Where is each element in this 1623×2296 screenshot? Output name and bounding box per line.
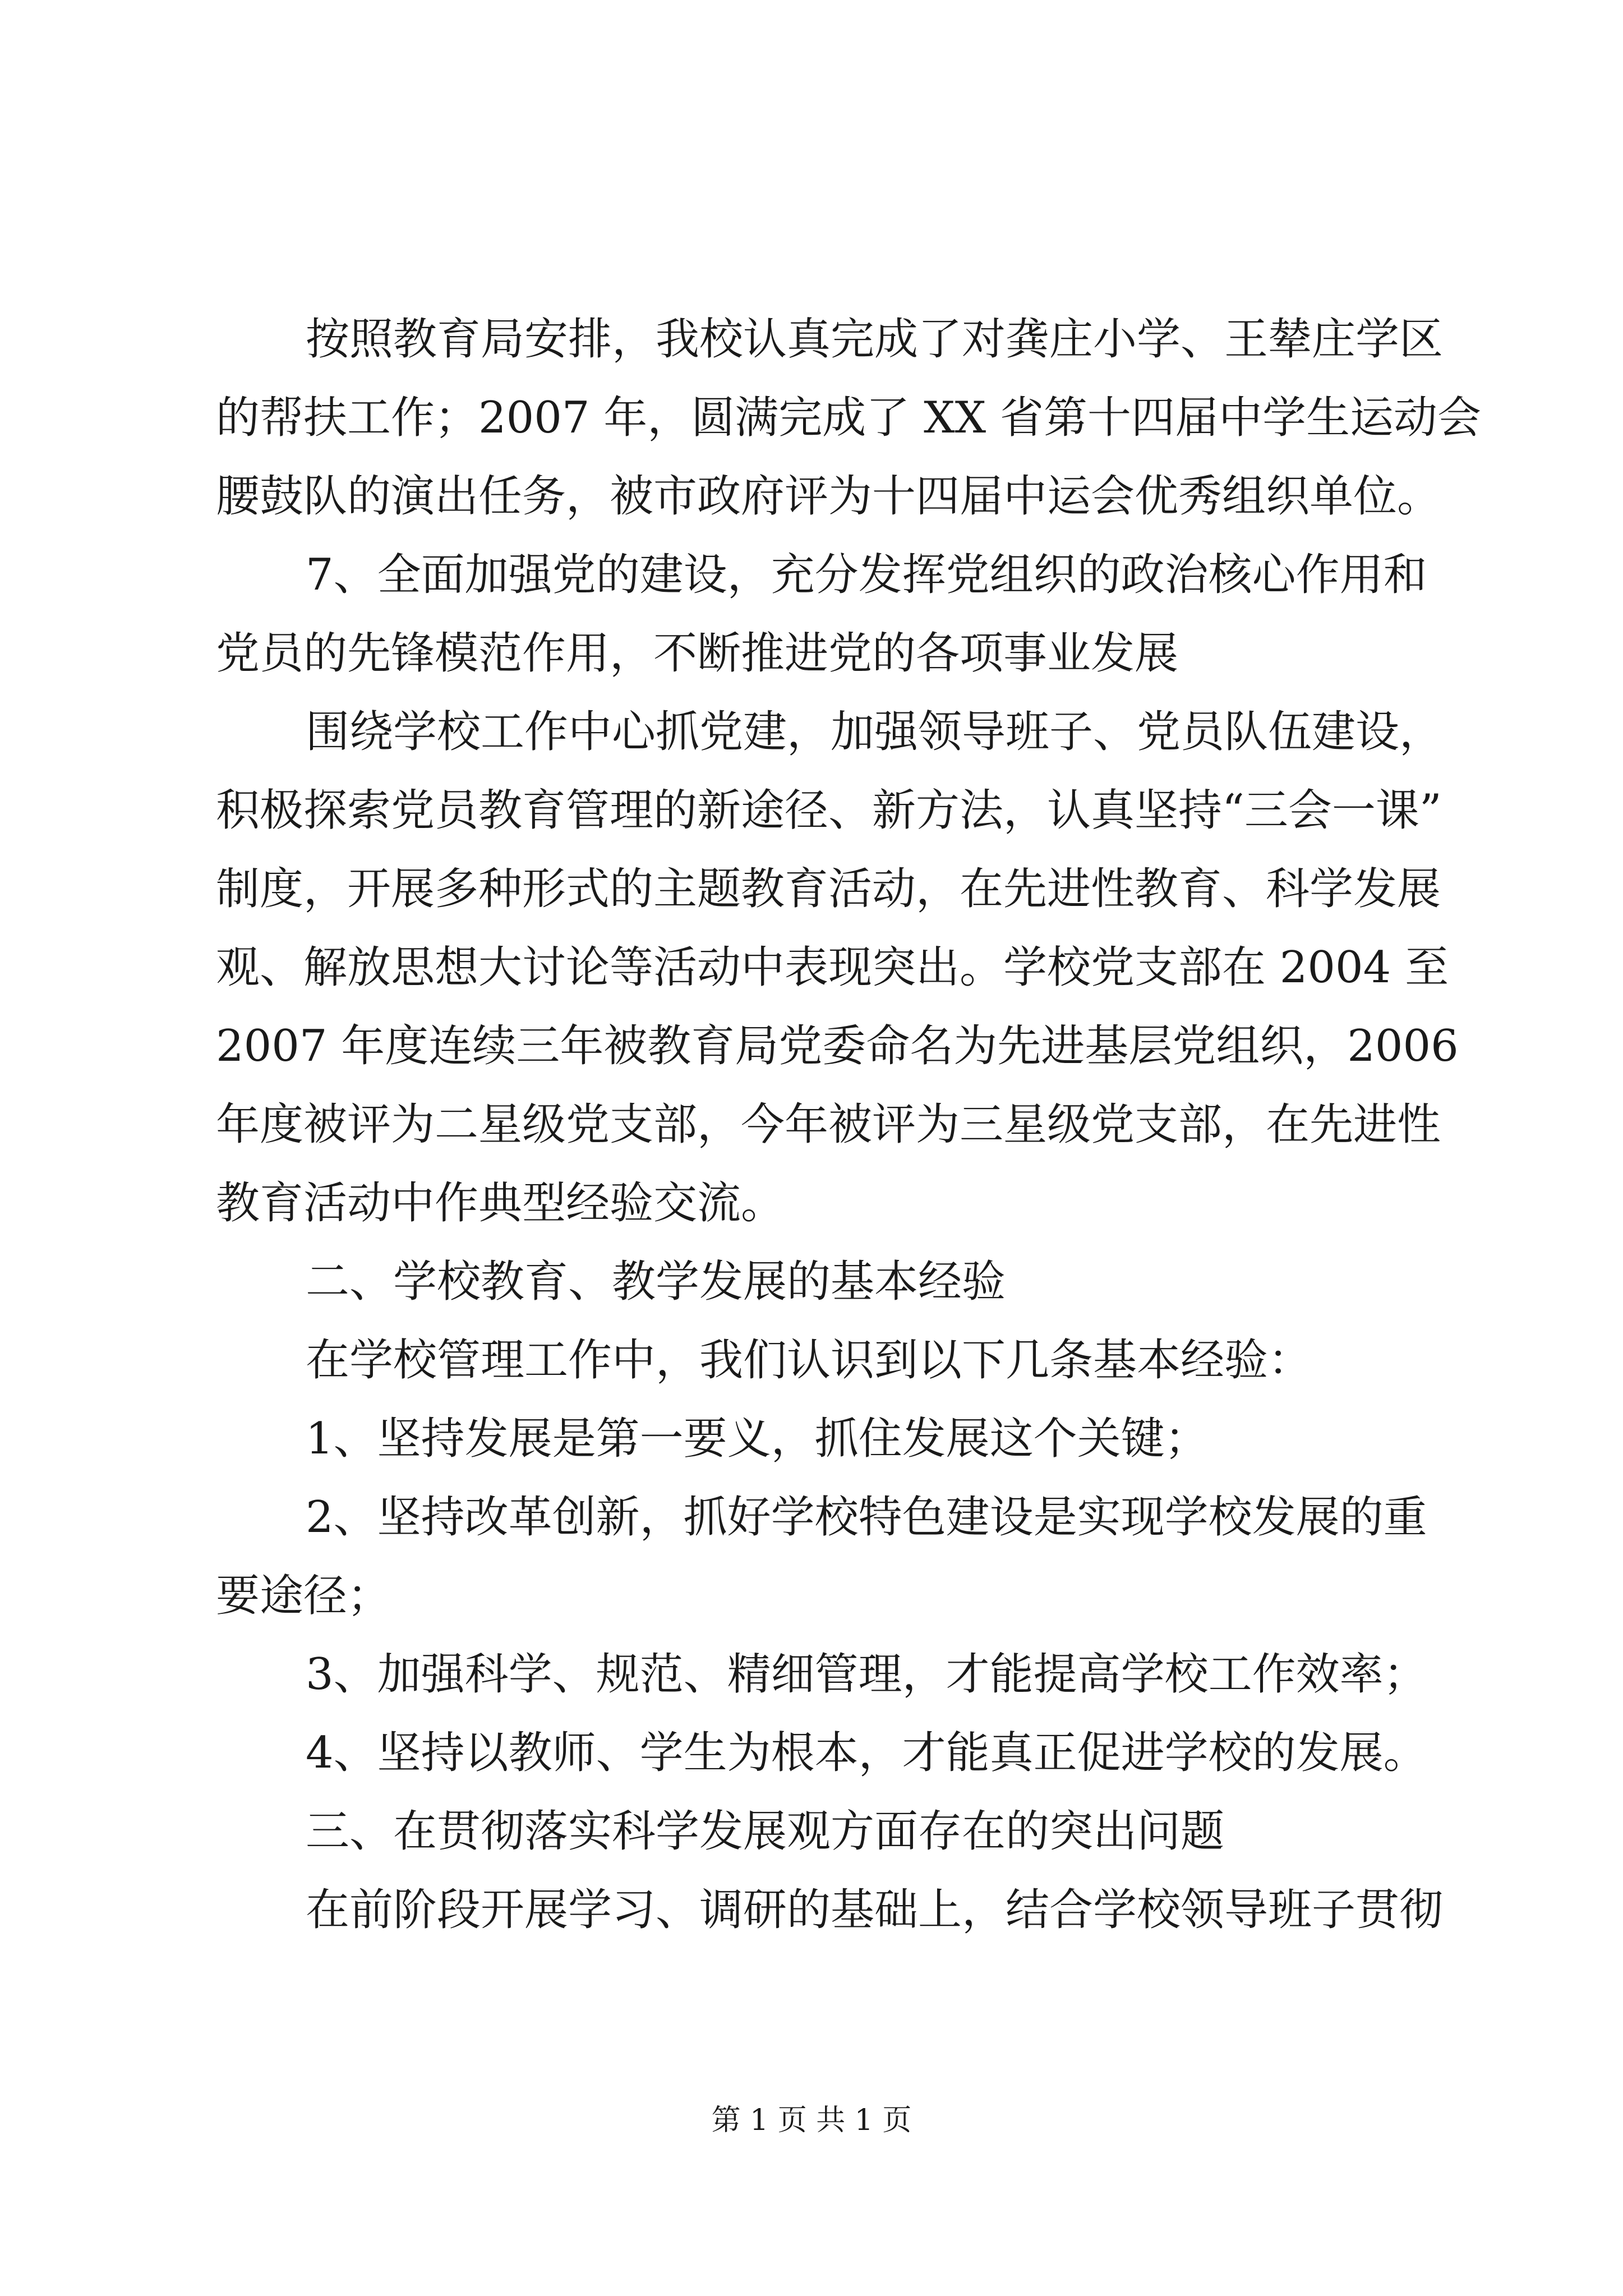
- list-item-line: 要途径；: [216, 1571, 391, 1621]
- list-item-line: 1、坚持发展是第一要义，抓住发展这个关键；: [306, 1414, 1209, 1464]
- paragraph-line: 积极探索党员教育管理的新途径、新方法，认真坚持“三会一课”: [216, 785, 1442, 836]
- paragraph-line: 观、解放思想大讨论等活动中表现突出。学校党支部在 2004 至: [216, 942, 1449, 993]
- list-item-line: 3、加强科学、规范、精细管理，才能提高学校工作效率；: [306, 1649, 1427, 1700]
- section-heading-line: 党员的先锋模范作用，不断推进党的各项事业发展: [216, 628, 1179, 679]
- section-heading-line: 三、在贯彻落实科学发展观方面存在的突出问题: [306, 1806, 1225, 1857]
- list-item-line: 2、坚持改革创新，抓好学校特色建设是实现学校发展的重: [306, 1492, 1427, 1543]
- paragraph-line: 教育活动中作典型经验交流。: [216, 1178, 785, 1228]
- list-item-line: 4、坚持以教师、学生为根本，才能真正促进学校的发展。: [306, 1728, 1427, 1778]
- paragraph-line: 在前阶段开展学习、调研的基础上，结合学校领导班子贯彻: [306, 1885, 1444, 1935]
- paragraph-line: 的帮扶工作；2007 年，圆满完成了 XX 省第十四届中学生运动会: [216, 393, 1481, 443]
- paragraph-line: 年度被评为二星级党支部，今年被评为三星级党支部，在先进性: [216, 1099, 1441, 1150]
- paragraph-line: 腰鼓队的演出任务，被市政府评为十四届中运会优秀组织单位。: [216, 471, 1441, 522]
- section-heading-line: 二、学校教育、教学发展的基本经验: [306, 1257, 1006, 1307]
- section-heading-line: 7、全面加强党的建设，充分发挥党组织的政治核心作用和: [306, 550, 1427, 600]
- paragraph-line: 围绕学校工作中心抓党建，加强领导班子、党员队伍建设，: [306, 707, 1444, 757]
- paragraph-line: 按照教育局安排，我校认真完成了对龚庄小学、王辇庄学区: [306, 314, 1444, 365]
- paragraph-line: 在学校管理工作中，我们认识到以下几条基本经验：: [306, 1335, 1312, 1386]
- page-number-footer: 第 1 页 共 1 页: [711, 2104, 912, 2137]
- paragraph-line: 2007 年度连续三年被教育局党委命名为先进基层党组织，2006: [216, 1021, 1459, 1071]
- paragraph-line: 制度，开展多种形式的主题教育活动，在先进性教育、科学发展: [216, 864, 1441, 914]
